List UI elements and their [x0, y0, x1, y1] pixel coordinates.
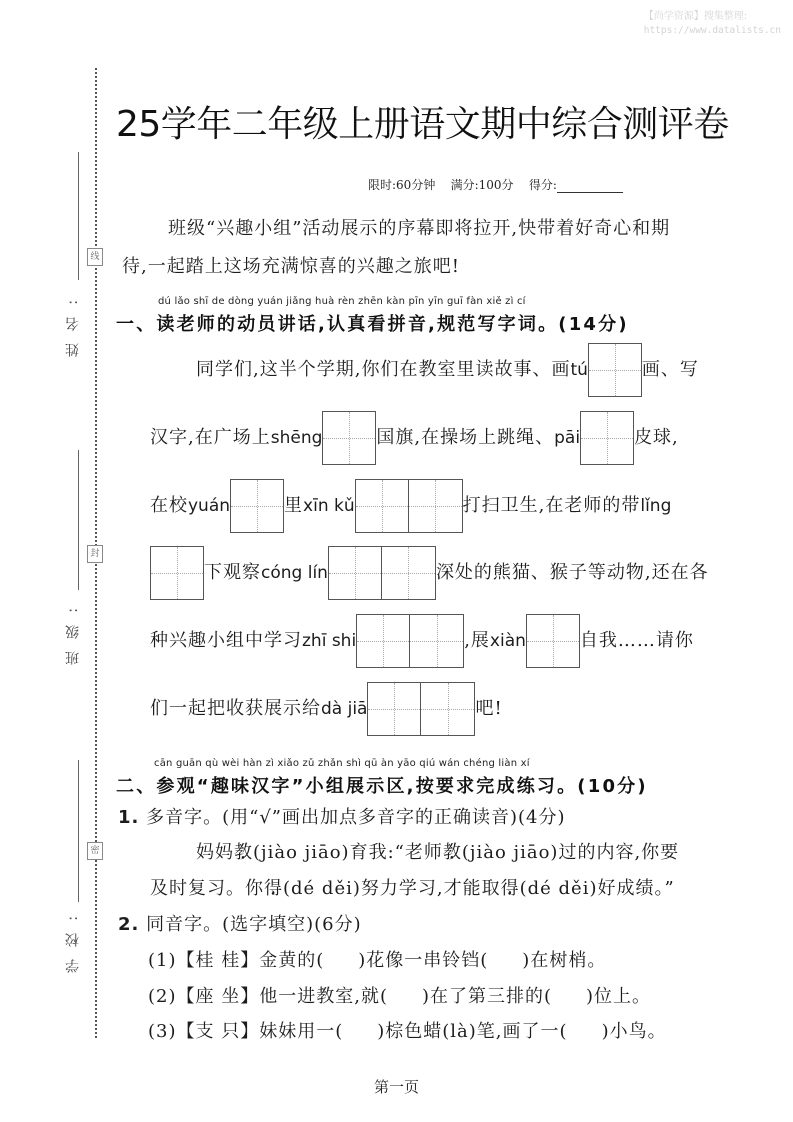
q1-text: 妈妈: [196, 842, 234, 863]
char-box[interactable]: [421, 682, 475, 736]
pinyin-prompt: pāi: [554, 428, 581, 448]
s1-text: 们一起把收获展示给: [150, 698, 321, 719]
school-field-label: 学校:: [65, 904, 81, 973]
school-field-line[interactable]: [78, 760, 79, 902]
q2-text: )棕色蜡(là)笔,画了一(: [377, 1021, 568, 1042]
page-title: 25学年二年级上册语文期中综合测评卷: [116, 104, 729, 145]
seal-mark-xian: 线: [87, 248, 103, 266]
char-box-pair: [367, 682, 475, 736]
pinyin-options[interactable]: (dé děi)努力学习,才能取: [283, 878, 501, 899]
q2-number: 2.: [118, 914, 140, 935]
full-score: 满分:100分: [450, 178, 514, 192]
char-box-pair: [355, 479, 463, 533]
pinyin-prompt: xiàn: [489, 631, 526, 651]
s1-text: 种兴趣小组中学习: [150, 630, 302, 651]
s1-text: 吧!: [475, 698, 503, 719]
s1-line-4: [150, 546, 709, 600]
s1-text: 国旗,在操场上跳绳、: [376, 427, 555, 448]
q2-text: )在树梢。: [522, 950, 607, 971]
pinyin-prompt: lǐng: [640, 496, 672, 516]
s1-text: 在校: [150, 495, 188, 516]
s1-line-2: [150, 411, 679, 465]
q2-text: 妹妹用一(: [259, 1021, 344, 1042]
char-box[interactable]: [356, 614, 410, 668]
q2-text: )在了第三排的(: [421, 986, 553, 1007]
exam-meta: [368, 176, 623, 193]
q1-title: 多音字。(用“√”画出加点多音字的正确读音)(4分): [146, 807, 566, 828]
class-field-line[interactable]: [78, 450, 79, 590]
q1-number: 1.: [118, 807, 140, 828]
time-limit: 限时:60分钟: [368, 178, 436, 192]
intro-line-1: 班级“兴趣小组”活动展示的序幕即将拉开,快带着好奇心和期: [168, 218, 671, 239]
q2-choices: (3)【支 只】: [148, 1021, 260, 1042]
s1-text: 里: [284, 495, 304, 516]
q2-choices: (2)【座 坐】: [148, 986, 260, 1007]
char-box[interactable]: [150, 546, 204, 600]
char-box[interactable]: [230, 479, 284, 533]
q1-line-2: [150, 874, 675, 904]
char-box[interactable]: [367, 682, 421, 736]
score-blank[interactable]: [557, 180, 623, 193]
q1-text: 及时复习。你: [150, 878, 264, 899]
s1-line-5: [150, 614, 694, 668]
q2-text: )花像一串铃铛(: [358, 950, 489, 971]
q2-text: )小鸟。: [601, 1021, 667, 1042]
s1-line-1: [196, 343, 699, 397]
s1-text: 深处的熊猫、猴子等动物,还在各: [435, 562, 709, 583]
char-box[interactable]: [526, 614, 580, 668]
pinyin-options[interactable]: (jiào jiāo)过的内容,你要: [461, 842, 680, 863]
q1-title-row: [118, 803, 566, 833]
pinyin-prompt: dà jiā: [321, 699, 368, 719]
q2-text: 金黄的(: [259, 950, 325, 971]
class-field-label: 班级:: [65, 596, 81, 665]
q2-title: 同音字。(选字填空)(6分): [146, 914, 362, 935]
page-number: 第一页: [373, 1078, 419, 1096]
q2-title-row: [118, 910, 362, 940]
pinyin-prompt: xīn kǔ: [303, 496, 355, 516]
s1-text: 皮球,: [634, 427, 679, 448]
s1-text: 下观察: [204, 562, 261, 583]
s1-line-6: [150, 682, 503, 736]
watermark-text: 【尚学资源】搜集整理:: [643, 11, 748, 22]
section2-heading: 二、参观“趣味汉字”小组展示区,按要求完成练习。(10分): [116, 776, 648, 797]
char-box[interactable]: [409, 479, 463, 533]
pinyin-prompt: shēng: [270, 428, 323, 448]
pinyin-prompt: tú: [570, 360, 588, 380]
char-box[interactable]: [355, 479, 409, 533]
intro-line-2: 待,一起踏上这场充满惊喜的兴趣之旅吧!: [122, 256, 460, 277]
pinyin-options[interactable]: (jiào jiāo)育我:“老师: [253, 842, 443, 863]
q2-item-3: [148, 1017, 667, 1047]
pinyin-prompt: zhī shi: [302, 631, 357, 651]
s1-text: 打扫卫生,在老师的带: [462, 495, 641, 516]
char-box-pair: [328, 546, 436, 600]
section1-pinyin: dú lǎo shī de dòng yuán jiǎng huà rèn zhēn kàn pīn yīn guī fàn xiě zì cí: [158, 296, 526, 307]
char-box[interactable]: [410, 614, 464, 668]
s1-text: 自我……请你: [579, 630, 694, 651]
s1-line-3: [150, 479, 671, 533]
char-box[interactable]: [322, 411, 376, 465]
dotted-char: 教: [442, 842, 462, 863]
name-field-label: 姓名:: [65, 288, 81, 357]
pinyin-options[interactable]: (dé děi)好成绩。”: [519, 878, 675, 899]
score-label: 得分:: [528, 178, 557, 192]
section2-pinyin: cān guān qù wèi hàn zì xiǎo zǔ zhǎn shì qū àn yāo qiú wán chéng liàn xí: [154, 758, 530, 769]
s1-text: 同学们,这半个学期,你们在教室里读故事、画: [196, 359, 571, 380]
section1-heading: 一、读老师的动员讲话,认真看拼音,规范写字词。(14分): [116, 314, 629, 335]
char-box[interactable]: [382, 546, 436, 600]
q2-item-2: [148, 982, 651, 1012]
seal-mark-feng: 封: [87, 545, 103, 563]
q2-text: 他一进教室,就(: [259, 986, 388, 1007]
s1-text: 画、写: [641, 359, 699, 380]
char-box[interactable]: [328, 546, 382, 600]
pinyin-prompt: cóng lín: [261, 563, 328, 583]
s1-text: 汉字,在广场上: [150, 427, 271, 448]
q2-item-1: [148, 946, 606, 976]
name-field-line[interactable]: [78, 152, 79, 280]
dotted-char: 教: [234, 842, 253, 863]
q2-text: )位上。: [586, 986, 652, 1007]
char-box[interactable]: [580, 411, 634, 465]
q2-choices: (1)【桂 桂】: [148, 950, 260, 971]
q1-line-1: [196, 838, 679, 868]
watermark: [644, 10, 781, 38]
char-box-pair: [356, 614, 464, 668]
seal-mark-mi: 密: [87, 842, 103, 860]
dotted-char: 得: [264, 878, 283, 899]
dotted-char: 得: [500, 878, 520, 899]
watermark-url: https://www.datalists.cn: [643, 25, 781, 36]
s1-text: ,展: [464, 630, 490, 651]
char-box[interactable]: [588, 343, 642, 397]
pinyin-prompt: yuán: [188, 496, 231, 516]
